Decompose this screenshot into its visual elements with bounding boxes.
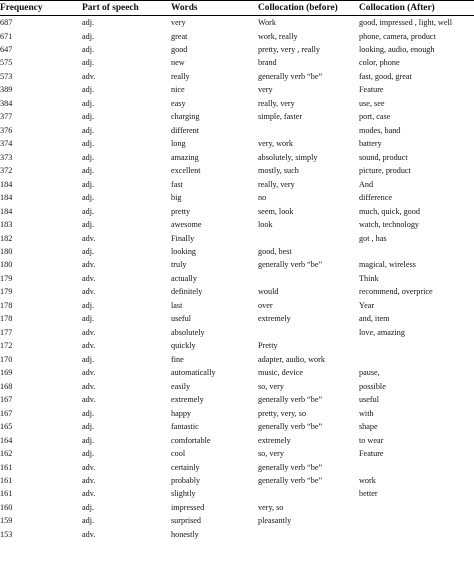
cell-word: Finally bbox=[171, 233, 195, 243]
cell-part-of-speech: adv. bbox=[82, 489, 96, 499]
cell-word: easy bbox=[171, 98, 186, 108]
cell-collocation-after: phone, camera, product bbox=[359, 31, 436, 41]
cell-frequency: 687 bbox=[0, 18, 13, 28]
cell-part-of-speech: adv. bbox=[82, 327, 96, 337]
cell-word: really bbox=[171, 71, 190, 81]
table-row bbox=[0, 151, 474, 164]
cell-collocation-before: seem, look bbox=[258, 206, 294, 216]
cell-word: absolutely bbox=[171, 327, 205, 337]
table-row bbox=[0, 366, 474, 379]
table-row bbox=[0, 501, 474, 514]
cell-part-of-speech: adj. bbox=[82, 112, 95, 122]
cell-collocation-after: Feature bbox=[359, 449, 384, 459]
cell-collocation-after: Year bbox=[359, 300, 375, 310]
cell-frequency: 168 bbox=[0, 381, 13, 391]
table-row bbox=[0, 259, 474, 272]
table-row bbox=[0, 138, 474, 151]
cell-word: fast bbox=[171, 179, 183, 189]
cell-word: good bbox=[171, 44, 188, 54]
cell-frequency: 183 bbox=[0, 220, 13, 230]
cell-collocation-before: Work bbox=[258, 18, 276, 28]
cell-frequency: 671 bbox=[0, 31, 13, 41]
cell-word: new bbox=[171, 58, 185, 68]
cell-collocation-after: and, item bbox=[359, 314, 390, 324]
cell-collocation-after: modes, band bbox=[359, 125, 401, 135]
cell-part-of-speech: adv. bbox=[82, 368, 96, 378]
cell-part-of-speech: adj. bbox=[82, 18, 95, 28]
cell-collocation-after bbox=[356, 340, 474, 353]
cell-frequency: 179 bbox=[0, 287, 13, 297]
table-row bbox=[0, 447, 474, 460]
cell-part-of-speech: adj. bbox=[82, 179, 95, 189]
header-collocation-before: Collocation (before) bbox=[255, 1, 356, 16]
cell-word: certainly bbox=[171, 462, 200, 472]
cell-part-of-speech: adj. bbox=[82, 300, 95, 310]
cell-collocation-after: with bbox=[359, 408, 374, 418]
cell-collocation-before: generally verb “be” bbox=[258, 395, 323, 405]
cell-part-of-speech: adv. bbox=[82, 71, 96, 81]
header-words: Words bbox=[168, 1, 255, 16]
table-row bbox=[0, 313, 474, 326]
cell-word: different bbox=[171, 125, 200, 135]
cell-part-of-speech: adv. bbox=[82, 475, 96, 485]
header-frequency: Frequency bbox=[0, 1, 79, 16]
cell-word: definitely bbox=[171, 287, 203, 297]
table-row bbox=[0, 286, 474, 299]
cell-part-of-speech: adj. bbox=[82, 435, 95, 445]
cell-collocation-before: look bbox=[258, 220, 273, 230]
cell-word: slightly bbox=[171, 489, 196, 499]
table-header bbox=[0, 1, 474, 16]
cell-collocation-before: would bbox=[258, 287, 279, 297]
cell-collocation-before: generally verb “be” bbox=[258, 422, 323, 432]
cell-collocation-after: difference bbox=[359, 193, 393, 203]
cell-part-of-speech: adv. bbox=[82, 273, 96, 283]
cell-collocation-before bbox=[255, 326, 356, 339]
cell-frequency: 161 bbox=[0, 462, 13, 472]
cell-part-of-speech: adv. bbox=[82, 381, 96, 391]
cell-collocation-before: over bbox=[258, 300, 273, 310]
cell-word: awesome bbox=[171, 220, 202, 230]
cell-collocation-before: mostly, such bbox=[258, 166, 299, 176]
cell-word: useful bbox=[171, 314, 192, 324]
cell-frequency: 162 bbox=[0, 449, 13, 459]
table-row bbox=[0, 340, 474, 353]
cell-collocation-before: so, very bbox=[258, 449, 284, 459]
cell-part-of-speech: adj. bbox=[82, 354, 95, 364]
cell-collocation-after: color, phone bbox=[359, 58, 400, 68]
cell-part-of-speech: adj. bbox=[82, 85, 95, 95]
cell-frequency: 373 bbox=[0, 152, 13, 162]
cell-frequency: 165 bbox=[0, 422, 13, 432]
header-collocation-after: Collocation (After) bbox=[356, 1, 474, 16]
cell-part-of-speech: adv. bbox=[82, 233, 96, 243]
table-row bbox=[0, 232, 474, 245]
cell-collocation-before: really, very bbox=[258, 98, 295, 108]
cell-collocation-after: shape bbox=[359, 422, 378, 432]
cell-collocation-before: absolutely, simply bbox=[258, 152, 318, 162]
cell-collocation-before: so, very bbox=[258, 381, 284, 391]
table-row bbox=[0, 299, 474, 312]
cell-frequency: 172 bbox=[0, 341, 13, 351]
cell-frequency: 377 bbox=[0, 112, 13, 122]
cell-collocation-before bbox=[255, 232, 356, 245]
cell-word: easily bbox=[171, 381, 191, 391]
cell-collocation-before: very, work bbox=[258, 139, 293, 149]
cell-collocation-after: fast, good, great bbox=[359, 71, 412, 81]
cell-collocation-after: much, quick, good bbox=[359, 206, 420, 216]
cell-collocation-after: Feature bbox=[359, 85, 384, 95]
cell-frequency: 179 bbox=[0, 273, 13, 283]
cell-word: probably bbox=[171, 475, 201, 485]
cell-word: great bbox=[171, 31, 188, 41]
cell-word: pretty bbox=[171, 206, 191, 216]
cell-word: amazing bbox=[171, 152, 199, 162]
cell-frequency: 184 bbox=[0, 193, 13, 203]
cell-frequency: 647 bbox=[0, 44, 13, 54]
cell-collocation-after: And bbox=[359, 179, 374, 189]
cell-word: charging bbox=[171, 112, 200, 122]
table-row bbox=[0, 461, 474, 474]
table-row bbox=[0, 16, 474, 30]
cell-part-of-speech: adv. bbox=[82, 529, 96, 539]
cell-word: honestly bbox=[171, 529, 199, 539]
cell-part-of-speech: adj. bbox=[82, 502, 95, 512]
cell-collocation-before: brand bbox=[258, 58, 277, 68]
cell-frequency: 159 bbox=[0, 516, 13, 526]
cell-collocation-before: generally verb “be” bbox=[258, 462, 323, 472]
cell-part-of-speech: adj. bbox=[82, 314, 95, 324]
table-row bbox=[0, 97, 474, 110]
cell-part-of-speech: adv. bbox=[82, 260, 96, 270]
cell-part-of-speech: adj. bbox=[82, 31, 95, 41]
cell-word: surprised bbox=[171, 516, 202, 526]
cell-collocation-before: extremely bbox=[258, 435, 291, 445]
cell-part-of-speech: adj. bbox=[82, 422, 95, 432]
cell-frequency: 575 bbox=[0, 58, 13, 68]
cell-part-of-speech: adj. bbox=[82, 125, 95, 135]
cell-collocation-before: adapter, audio, work bbox=[258, 354, 325, 364]
cell-word: truly bbox=[171, 260, 187, 270]
cell-word: last bbox=[171, 300, 183, 310]
cell-word: excellent bbox=[171, 166, 201, 176]
cell-word: nice bbox=[171, 85, 185, 95]
cell-collocation-after: looking, audio, enough bbox=[359, 44, 435, 54]
table-row bbox=[0, 353, 474, 366]
cell-part-of-speech: adj. bbox=[82, 206, 95, 216]
cell-collocation-after bbox=[356, 353, 474, 366]
cell-word: extremely bbox=[171, 395, 204, 405]
cell-collocation-after: magical, wireless bbox=[359, 260, 416, 270]
cell-frequency: 182 bbox=[0, 233, 13, 243]
cell-part-of-speech: adj. bbox=[82, 516, 95, 526]
table-row bbox=[0, 407, 474, 420]
cell-frequency: 374 bbox=[0, 139, 13, 149]
header-part-of-speech: Part of speech bbox=[79, 1, 168, 16]
cell-word: comfortable bbox=[171, 435, 211, 445]
cell-frequency: 161 bbox=[0, 475, 13, 485]
cell-part-of-speech: adv. bbox=[82, 462, 96, 472]
cell-part-of-speech: adj. bbox=[82, 408, 95, 418]
cell-frequency: 177 bbox=[0, 327, 13, 337]
cell-frequency: 167 bbox=[0, 395, 13, 405]
cell-part-of-speech: adj. bbox=[82, 247, 95, 256]
table-row bbox=[0, 393, 474, 406]
cell-word: fantastic bbox=[171, 422, 199, 432]
cell-collocation-before: generally verb “be” bbox=[258, 475, 323, 485]
cell-part-of-speech: adj. bbox=[82, 220, 95, 230]
cell-part-of-speech: adv. bbox=[82, 395, 96, 405]
cell-collocation-after: battery bbox=[359, 139, 382, 149]
cell-frequency: 389 bbox=[0, 85, 13, 95]
table-row bbox=[0, 178, 474, 191]
table-row bbox=[0, 57, 474, 70]
table-row bbox=[0, 528, 474, 541]
cell-collocation-after bbox=[356, 515, 474, 528]
cell-collocation-after: love, amazing bbox=[359, 327, 405, 337]
table-row bbox=[0, 474, 474, 487]
cell-collocation-before: generally verb “be” bbox=[258, 71, 323, 81]
cell-collocation-before: Pretty bbox=[258, 341, 278, 351]
cell-word: long bbox=[171, 139, 186, 149]
cell-collocation-before: pleasantly bbox=[258, 516, 292, 526]
cell-collocation-before: very bbox=[258, 85, 273, 95]
cell-collocation-after: good, impressed , light, well bbox=[359, 18, 453, 28]
table-row bbox=[0, 488, 474, 501]
cell-frequency: 384 bbox=[0, 98, 13, 108]
cell-collocation-after: pause, bbox=[359, 368, 380, 378]
table-row bbox=[0, 191, 474, 204]
cell-collocation-before: very, so bbox=[258, 502, 284, 512]
table-row bbox=[0, 111, 474, 124]
cell-collocation-after: sound, product bbox=[359, 152, 408, 162]
cell-collocation-after: picture, product bbox=[359, 166, 411, 176]
cell-collocation-before bbox=[255, 272, 356, 285]
table-row bbox=[0, 380, 474, 393]
cell-collocation-before: pretty, very , really bbox=[258, 44, 320, 54]
cell-collocation-after: got , has bbox=[359, 233, 387, 243]
cell-frequency: 170 bbox=[0, 354, 13, 364]
table-body bbox=[0, 16, 474, 542]
cell-frequency: 178 bbox=[0, 300, 13, 310]
cell-collocation-before: pretty, very, so bbox=[258, 408, 307, 418]
cell-collocation-after bbox=[356, 461, 474, 474]
cell-part-of-speech: adj. bbox=[82, 98, 95, 108]
cell-frequency: 178 bbox=[0, 314, 13, 324]
cell-collocation-after: recommend, overprice bbox=[359, 287, 433, 297]
cell-frequency: 164 bbox=[0, 435, 13, 445]
table-row bbox=[0, 272, 474, 285]
cell-part-of-speech: adj. bbox=[82, 449, 95, 459]
cell-frequency: 160 bbox=[0, 502, 13, 512]
cell-part-of-speech: adj. bbox=[82, 139, 95, 149]
cell-collocation-before: generally verb “be” bbox=[258, 260, 323, 270]
cell-word: cool bbox=[171, 449, 186, 459]
cell-part-of-speech: adj. bbox=[82, 44, 95, 54]
table-row bbox=[0, 70, 474, 83]
cell-frequency: 372 bbox=[0, 166, 13, 176]
table-row bbox=[0, 124, 474, 137]
cell-word: quickly bbox=[171, 341, 196, 351]
table-row bbox=[0, 218, 474, 231]
cell-collocation-after: to wear bbox=[359, 435, 384, 445]
table-row bbox=[0, 30, 474, 43]
cell-frequency: 169 bbox=[0, 368, 13, 378]
cell-collocation-before: music, device bbox=[258, 368, 304, 378]
cell-collocation-after: Think bbox=[359, 273, 379, 283]
table-row bbox=[0, 245, 474, 258]
cell-collocation-after bbox=[356, 501, 474, 514]
cell-part-of-speech: adj. bbox=[82, 58, 95, 68]
cell-part-of-speech: adv. bbox=[82, 341, 96, 351]
table-row bbox=[0, 515, 474, 528]
cell-collocation-before: extremely bbox=[258, 314, 291, 324]
header-row bbox=[0, 1, 474, 16]
cell-collocation-before bbox=[255, 124, 356, 137]
cell-frequency: 184 bbox=[0, 179, 13, 189]
cell-word: looking bbox=[171, 247, 197, 256]
cell-collocation-after: better bbox=[359, 489, 378, 499]
cell-collocation-before: work, really bbox=[258, 31, 298, 41]
cell-part-of-speech: adj. bbox=[82, 193, 95, 203]
cell-frequency: 184 bbox=[0, 206, 13, 216]
cell-word: happy bbox=[171, 408, 192, 418]
cell-collocation-after: use, see bbox=[359, 98, 385, 108]
cell-word: very bbox=[171, 18, 186, 28]
table-row bbox=[0, 434, 474, 447]
table-row bbox=[0, 43, 474, 56]
cell-collocation-after bbox=[356, 528, 474, 541]
cell-collocation-before bbox=[255, 528, 356, 541]
cell-frequency: 573 bbox=[0, 71, 13, 81]
cell-word: impressed bbox=[171, 502, 205, 512]
cell-collocation-after: work bbox=[359, 475, 376, 485]
cell-collocation-before: no bbox=[258, 193, 267, 203]
cell-collocation-before: simple, faster bbox=[258, 112, 303, 122]
cell-word: fine bbox=[171, 354, 184, 364]
cell-word: automatically bbox=[171, 368, 216, 378]
cell-part-of-speech: adj. bbox=[82, 166, 95, 176]
cell-part-of-speech: adv. bbox=[82, 287, 96, 297]
table-row bbox=[0, 84, 474, 97]
cell-collocation-after bbox=[356, 245, 474, 258]
cell-collocation-after: watch, technology bbox=[359, 220, 420, 230]
table-row bbox=[0, 205, 474, 218]
cell-collocation-before bbox=[255, 488, 356, 501]
table-row bbox=[0, 326, 474, 339]
cell-collocation-after: port, case bbox=[359, 112, 391, 122]
cell-collocation-before: good, best bbox=[258, 247, 292, 256]
cell-frequency: 180 bbox=[0, 260, 13, 270]
table-row bbox=[0, 164, 474, 177]
cell-word: actually bbox=[171, 273, 197, 283]
cell-frequency: 153 bbox=[0, 529, 13, 539]
cell-frequency: 161 bbox=[0, 489, 13, 499]
table-row bbox=[0, 420, 474, 433]
cell-collocation-before: really, very bbox=[258, 179, 295, 189]
cell-word: big bbox=[171, 193, 182, 203]
cell-frequency: 167 bbox=[0, 408, 13, 418]
cell-frequency: 180 bbox=[0, 247, 13, 256]
cell-part-of-speech: adj. bbox=[82, 152, 95, 162]
cell-collocation-after: possible bbox=[359, 381, 386, 391]
cell-collocation-after: useful bbox=[359, 395, 380, 405]
cell-frequency: 376 bbox=[0, 125, 13, 135]
